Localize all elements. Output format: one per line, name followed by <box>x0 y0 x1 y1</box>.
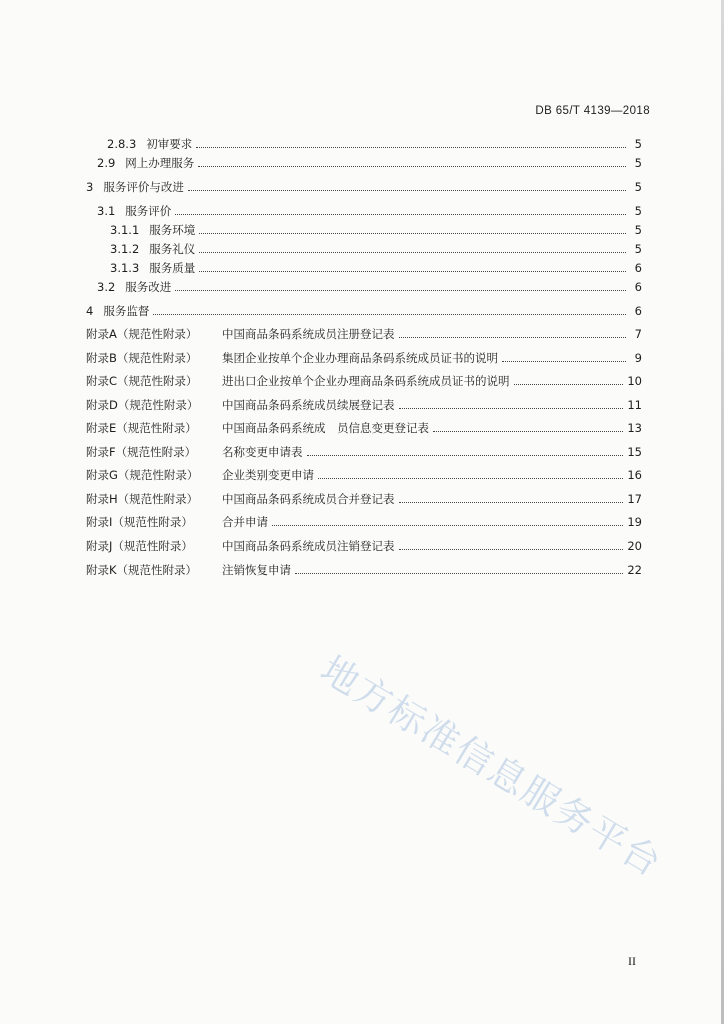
toc-leader-dots <box>175 214 626 215</box>
toc-annex-entry[interactable] <box>86 491 642 507</box>
toc-entry-number: 2.8.3 <box>107 137 137 151</box>
toc-entry-page: 15 <box>627 445 642 459</box>
toc-entry-page: 19 <box>627 515 642 529</box>
toc-leader-dots <box>399 549 624 550</box>
toc-entry[interactable] <box>97 203 642 219</box>
toc-entry-page: 16 <box>627 468 642 482</box>
toc-entry-number: 4 <box>86 304 94 318</box>
toc-entry-title: 企业类别变更申请 <box>222 468 314 482</box>
toc-entry-title: 中国商品条码系统成员续展登记表 <box>222 398 395 412</box>
toc-entry-title: 初审要求 <box>146 137 193 151</box>
toc-entry-number: 附录B（规范性附录） <box>86 351 198 365</box>
toc-entry-title: 服务监督 <box>103 304 150 318</box>
toc-annex-entry[interactable] <box>86 326 642 342</box>
toc-entry-page: 17 <box>627 492 642 506</box>
toc-leader-dots <box>199 271 626 272</box>
toc-entry-title: 服务改进 <box>125 280 172 294</box>
toc-leader-dots <box>153 314 626 315</box>
watermark: 地方标准信息服务平台 <box>313 647 670 886</box>
toc-leader-dots <box>399 502 624 503</box>
toc-annex-entry[interactable] <box>86 397 642 413</box>
toc-entry-number: 3.1.1 <box>110 223 140 237</box>
toc-annex-entry[interactable] <box>86 514 642 530</box>
toc-leader-dots <box>318 478 623 479</box>
toc-entry-page: 5 <box>634 180 642 194</box>
toc-entry-number: 附录C（规范性附录） <box>86 374 198 388</box>
toc-leader-dots <box>188 190 626 191</box>
toc-entry-page: 5 <box>634 156 642 170</box>
toc-leader-dots <box>199 252 626 253</box>
toc-entry-page: 5 <box>634 242 642 256</box>
toc-entry-number: 3.2 <box>97 280 116 294</box>
toc-entry-page: 5 <box>634 137 642 151</box>
toc-entry[interactable] <box>97 279 642 295</box>
toc-entry-title: 中国商品条码系统成 员信息变更登记表 <box>222 421 429 435</box>
toc-annex-entry[interactable] <box>86 562 642 578</box>
toc-leader-dots <box>199 233 626 234</box>
toc-leader-dots <box>399 408 624 409</box>
toc-entry-number: 附录K（规范性附录） <box>86 563 198 577</box>
toc-entry-page: 6 <box>634 261 642 275</box>
toc-entry-title: 进出口企业按单个企业办理商品条码系统成员证书的说明 <box>222 374 510 388</box>
toc-entry-page: 5 <box>634 223 642 237</box>
document-code: DB 65/T 4139—2018 <box>535 105 650 117</box>
toc-entry-title: 服务礼仪 <box>149 242 196 256</box>
toc-entry-page: 22 <box>627 563 642 577</box>
toc-entry-number: 附录D（规范性附录） <box>86 398 199 412</box>
toc-entry[interactable] <box>86 179 642 195</box>
toc-entry-number: 附录H（规范性附录） <box>86 492 199 506</box>
toc-entry-title: 集团企业按单个企业办理商品条码系统成员证书的说明 <box>222 351 498 365</box>
toc-entry[interactable] <box>107 136 642 152</box>
toc-entry-page: 10 <box>627 374 642 388</box>
page-number: II <box>628 954 636 968</box>
toc-entry-number: 3 <box>86 180 94 194</box>
toc-entry[interactable] <box>110 241 642 257</box>
toc-entry-title: 中国商品条码系统成员合并登记表 <box>222 492 395 506</box>
toc-entry-number: 3.1.3 <box>110 261 140 275</box>
toc-annex-entry[interactable] <box>86 350 642 366</box>
toc-leader-dots <box>196 147 626 148</box>
toc-entry-title: 服务环境 <box>149 223 196 237</box>
toc-entry-title: 合并申请 <box>222 515 268 529</box>
toc-entry[interactable] <box>110 222 642 238</box>
toc-annex-entry[interactable] <box>86 538 642 554</box>
toc-leader-dots <box>272 525 623 526</box>
toc-leader-dots <box>198 166 626 167</box>
toc-annex-entry[interactable] <box>86 467 642 483</box>
toc-entry-title: 网上办理服务 <box>125 156 195 170</box>
toc-leader-dots <box>433 431 623 432</box>
toc-entry-page: 20 <box>627 539 642 553</box>
toc-entry[interactable] <box>110 260 642 276</box>
toc-leader-dots <box>295 573 623 574</box>
toc-leader-dots <box>514 384 624 385</box>
toc-entry-page: 6 <box>634 304 642 318</box>
toc-entry-title: 服务评价 <box>125 204 172 218</box>
toc-entry-page: 7 <box>634 327 642 341</box>
toc-entry[interactable] <box>86 303 642 319</box>
toc-entry-number: 附录E（规范性附录） <box>86 421 197 435</box>
toc-leader-dots <box>399 337 627 338</box>
toc-entry-number: 3.1.2 <box>110 242 140 256</box>
toc-annex-entry[interactable] <box>86 444 642 460</box>
toc-entry-title: 中国商品条码系统成员注册登记表 <box>222 327 395 341</box>
toc-leader-dots <box>175 290 626 291</box>
toc-leader-dots <box>502 361 626 362</box>
toc-entry-title: 名称变更申请表 <box>222 445 303 459</box>
toc-entry-number: 附录I（规范性附录） <box>86 515 193 529</box>
toc-entry-title: 注销恢复申请 <box>222 563 291 577</box>
toc-leader-dots <box>307 455 624 456</box>
toc-entry-page: 5 <box>634 204 642 218</box>
toc-entry[interactable] <box>97 155 642 171</box>
toc-entry-title: 服务评价与改进 <box>103 180 184 194</box>
toc-entry-number: 附录F（规范性附录） <box>86 445 197 459</box>
toc-annex-entry[interactable] <box>86 373 642 389</box>
toc-entry-number: 3.1 <box>97 204 116 218</box>
toc-entry-page: 6 <box>634 280 642 294</box>
toc-entry-page: 9 <box>634 351 642 365</box>
toc-entry-number: 2.9 <box>97 156 116 170</box>
toc-entry-number: 附录A（规范性附录） <box>86 327 198 341</box>
toc-entry-page: 11 <box>627 398 642 412</box>
toc-entry-title: 服务质量 <box>149 261 196 275</box>
toc-entry-page: 13 <box>627 421 642 435</box>
toc-entry-number: 附录G（规范性附录） <box>86 468 199 482</box>
toc-entry-title: 中国商品条码系统成员注销登记表 <box>222 539 395 553</box>
toc-annex-entry[interactable] <box>86 420 642 436</box>
toc-entry-number: 附录J（规范性附录） <box>86 539 193 553</box>
